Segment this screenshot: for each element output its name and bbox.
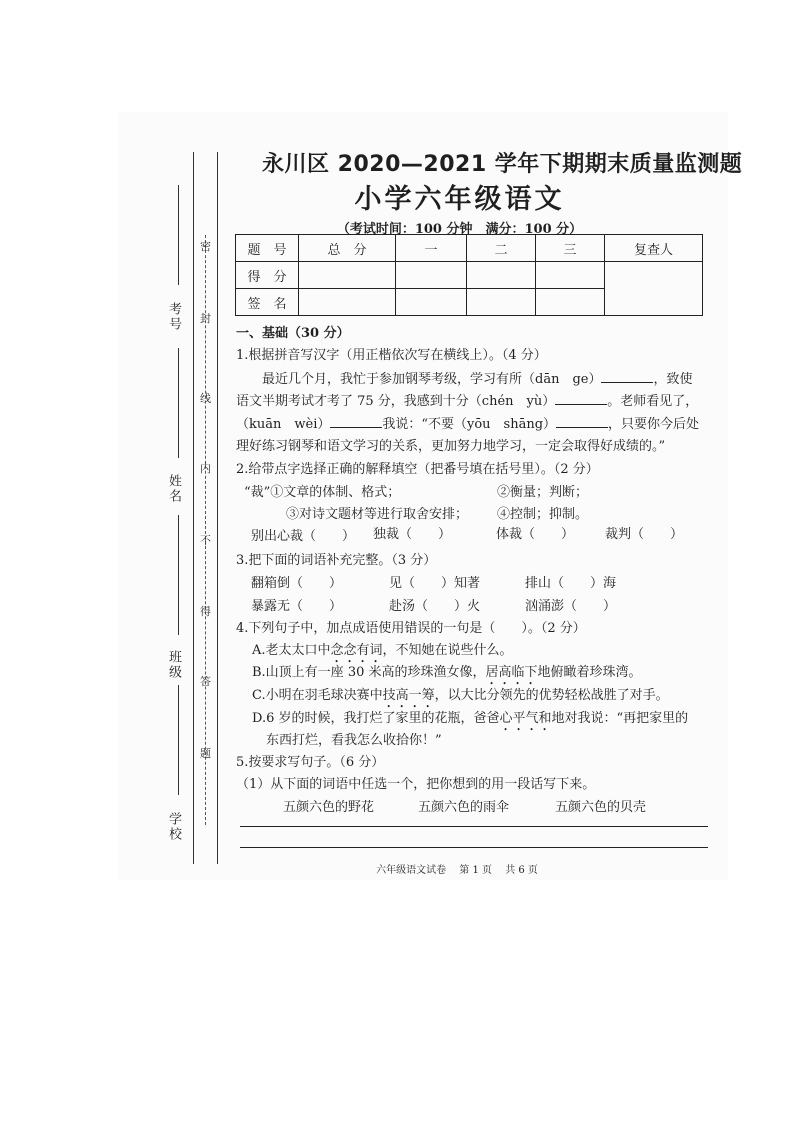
seal-char: 答 (200, 675, 211, 688)
name-label: 姓名 (166, 474, 181, 504)
seal-char: 题 (200, 747, 211, 760)
answer-blank[interactable] (330, 413, 382, 428)
signature-cell[interactable] (396, 289, 467, 316)
score-table (235, 234, 703, 316)
answer-blank[interactable] (556, 413, 608, 428)
text: D.6 岁的时候，我打烂了家里的花瓶，爸爸 (252, 711, 500, 726)
exam-title: 永川区 2020—2021 学年下期期末质量监测题 (262, 152, 743, 177)
text: ，只要你今后处 (608, 417, 700, 432)
answer-item[interactable]: 排山（ ）海 (525, 576, 617, 591)
answer-blank[interactable] (555, 390, 607, 405)
question-2-stem: 2.给带点字选择正确的解释填空（把番号填在括号里）。（2 分） (236, 462, 599, 477)
class-label: 班级 (166, 650, 181, 680)
binding-line-outer (193, 152, 194, 864)
table-header-cell: 复查人 (605, 235, 703, 262)
text: 地俯瞰着珍珠湾。 (537, 665, 642, 680)
question-1-line-3 (236, 413, 699, 436)
signature-cell[interactable] (536, 289, 605, 316)
table-header-cell: 题 号 (236, 235, 299, 262)
score-cell[interactable] (467, 262, 536, 289)
exam-info: （考试时间：100 分钟 满分：100 分） (336, 222, 583, 237)
section-heading: 一、基础（30 分） (236, 326, 350, 341)
answer-line[interactable] (240, 847, 708, 848)
answer-item[interactable]: 独裁（ ） (373, 527, 452, 542)
seal-char: 线 (200, 392, 211, 405)
seal-char: 内 (200, 462, 211, 475)
answer-item[interactable]: 裁判（ ） (605, 527, 684, 542)
answer-item[interactable]: 体裁（ ） (496, 527, 575, 542)
dotted-idiom: 技高一筹 (382, 688, 435, 703)
dotted-idiom: 居高临下 (485, 665, 538, 680)
definition-2: ②衡量；判断； (497, 485, 589, 500)
page-footer (0, 861, 794, 876)
school-label: 学校 (166, 812, 181, 842)
school-line[interactable] (178, 685, 179, 795)
text: 。老师看见了， (607, 394, 699, 409)
question-1-line-2 (236, 390, 698, 413)
text: 地对我说：“再把家里的 (551, 711, 689, 726)
table-row-label: 得 分 (236, 262, 299, 289)
word-option: 五颜六色的野花 (283, 800, 375, 815)
footer-total-pages: 共 6 页 (505, 865, 538, 876)
question-1-stem: 1.根据拼音写汉字（用正楷依次写在横线上）。（4 分） (236, 348, 547, 363)
exam-no-label: 考号 (166, 302, 181, 332)
answer-line[interactable] (240, 826, 708, 827)
reviewer-cell[interactable] (605, 262, 703, 316)
seal-char: 得 (200, 605, 211, 618)
score-cell[interactable] (396, 262, 467, 289)
answer-item[interactable]: 汹涌澎（ ） (525, 599, 617, 614)
answer-item[interactable]: 别出心裁（ ） (251, 529, 356, 544)
exam-subtitle: 小学六年级语文 (354, 184, 565, 215)
question-5-sub-1: （1）从下面的词语中任选一个，把你想到的用一段话写下来。 (236, 777, 596, 792)
seal-char: 不 (200, 534, 211, 547)
text: （kuān wèi） (236, 417, 331, 432)
text: 我说：“不要（yōu shāng） (382, 417, 557, 432)
footer-page-number: 第 1 页 (459, 865, 492, 876)
table-header-cell: 一 (396, 235, 467, 262)
table-header-cell: 二 (467, 235, 536, 262)
question-1-line-1 (262, 368, 692, 391)
option-d-continued: 东西打烂，看我怎么收拾你！” (266, 733, 442, 748)
class-line[interactable] (178, 515, 179, 635)
answer-item[interactable]: 见（ ）知著 (389, 576, 481, 591)
answer-item[interactable]: 翻箱倒（ ） (251, 576, 343, 591)
name-line[interactable] (178, 348, 179, 458)
text: 语文半期考试才考了 75 分，我感到十分（chén yù） (236, 394, 556, 409)
score-cell[interactable] (536, 262, 605, 289)
dotted-idiom: 心平气和 (499, 711, 552, 726)
signature-cell[interactable] (467, 289, 536, 316)
answer-item[interactable]: 赴汤（ ）火 (389, 599, 481, 614)
text: 最近几个月，我忙于参加钢琴考级，学习有所（dān ge） (262, 372, 602, 387)
word-option: 五颜六色的贝壳 (555, 800, 647, 815)
seal-char: 密 (200, 240, 211, 253)
score-cell[interactable] (299, 262, 396, 289)
signature-cell[interactable] (299, 289, 396, 316)
footer-exam-name: 六年级语文试卷 (376, 865, 447, 876)
word-option: 五颜六色的雨伞 (418, 800, 510, 815)
table-row-label: 签 名 (236, 289, 299, 316)
answer-item[interactable]: 暴露无（ ） (251, 599, 343, 614)
question-3-stem: 3.把下面的词语补充完整。（3 分） (236, 553, 437, 568)
dotted-idiom: 念念有词 (330, 643, 383, 658)
text: B.山顶上有一座 30 米高的珍珠渔女像， (252, 665, 486, 680)
text: A.老太太口中 (252, 643, 331, 658)
definition-3: ③对诗文题材等进行取舍安排； (286, 507, 469, 522)
text: ，致使 (653, 372, 693, 387)
table-header-cell: 总 分 (299, 235, 396, 262)
question-5-stem: 5.按要求写句子。（6 分） (236, 755, 385, 770)
text: C.小明在羽毛球决赛中 (252, 688, 383, 703)
text: ，不知她在说些什么。 (382, 643, 513, 658)
question-1-line-4: 理好练习钢琴和语文学习的关系，更加努力地学习，一定会取得好成绩的。” (236, 439, 666, 454)
text: ，以大比分领先的优势轻松战胜了对手。 (434, 688, 669, 703)
definition-1: “裁”①文章的体制、格式； (244, 485, 401, 500)
question-4-stem: 4.下列句子中，加点成语使用错误的一句是（ ）。（2 分） (236, 621, 586, 636)
binding-line-inner (217, 152, 218, 864)
definition-4: ④控制；抑制。 (497, 507, 589, 522)
seal-char: 封 (200, 312, 211, 325)
table-header-cell: 三 (536, 235, 605, 262)
answer-blank[interactable] (601, 368, 653, 383)
